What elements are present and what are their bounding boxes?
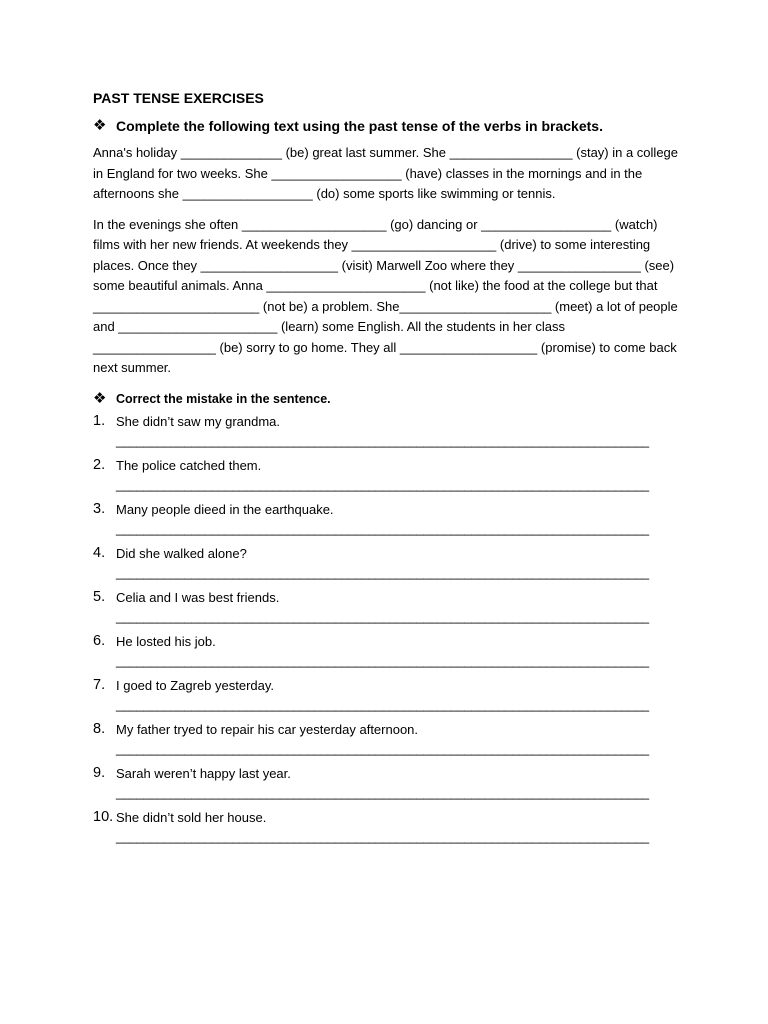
item-sentence: Many people dieed in the earthquake. [116, 501, 334, 517]
item-number: 10. [93, 808, 114, 825]
item-number: 8. [93, 720, 106, 737]
answer-line[interactable]: ______________________________________________________________________________ [116, 740, 649, 756]
section2-instruction-text: Correct the mistake in the sentence. [116, 391, 331, 406]
item-number: 1. [93, 412, 106, 429]
list-item [93, 499, 678, 543]
section1-instruction [93, 116, 678, 136]
answer-line[interactable]: ______________________________________________________________________________ [116, 564, 649, 580]
answer-line[interactable]: ______________________________________________________________________________ [116, 828, 649, 844]
answer-line[interactable]: ______________________________________________________________________________ [116, 520, 649, 536]
item-number: 5. [93, 588, 106, 605]
diamond-bullet-icon: ❖ [93, 389, 107, 407]
item-sentence: The police catched them. [116, 457, 262, 473]
item-sentence: He losted his job. [116, 633, 216, 649]
answer-line[interactable]: ______________________________________________________________________________ [116, 432, 649, 448]
item-number: 3. [93, 500, 106, 517]
list-item [93, 719, 678, 763]
answer-line[interactable]: ______________________________________________________________________________ [116, 652, 649, 668]
item-sentence: I goed to Zagreb yesterday. [116, 677, 275, 693]
worksheet [93, 88, 678, 851]
item-number: 9. [93, 764, 106, 781]
section1-instruction-text: Complete the following text using the past tense of the verbs in brackets. [116, 118, 603, 134]
list-item [93, 455, 678, 499]
item-number: 7. [93, 676, 106, 693]
list-item [93, 807, 678, 851]
exercise-paragraph-1: Anna's holiday ______________ (be) great last summer. She _________________ (stay) in a college in England for two weeks. She __________________ (have) classes in the mornings and in the afternoons she __________________ (do) some sports like swimming or tennis. [93, 145, 679, 201]
answer-line[interactable]: ______________________________________________________________________________ [116, 608, 649, 624]
item-sentence: Sarah weren’t happy last year. [116, 765, 291, 781]
list-item [93, 675, 678, 719]
item-sentence: Did she walked alone? [116, 545, 247, 561]
item-sentence: She didn’t saw my grandma. [116, 413, 281, 429]
item-number: 4. [93, 544, 106, 561]
item-number: 6. [93, 632, 106, 649]
item-sentence: She didn’t sold her house. [116, 809, 267, 825]
item-number: 2. [93, 456, 106, 473]
answer-line[interactable]: ______________________________________________________________________________ [116, 784, 649, 800]
item-sentence: Celia and I was best friends. [116, 589, 280, 605]
exercise-list [93, 411, 678, 851]
item-sentence: My father tryed to repair his car yesterday afternoon. [116, 721, 419, 737]
section2-instruction [93, 389, 678, 409]
list-item [93, 411, 678, 455]
list-item [93, 587, 678, 631]
list-item [93, 763, 678, 807]
answer-line[interactable]: ______________________________________________________________________________ [116, 696, 649, 712]
page-title: PAST TENSE EXERCISES [93, 90, 264, 106]
diamond-bullet-icon: ❖ [93, 117, 107, 134]
list-item [93, 543, 678, 587]
answer-line[interactable]: ______________________________________________________________________________ [116, 476, 649, 492]
exercise-paragraph-2: In the evenings she often ____________________ (go) dancing or __________________ (watch) films with her new friends. At weekends they ____________________ (drive) to some interesting places. Once they ___________________ (visit) Marwell Zoo where they _________________ (see) some beautiful animals. Anna ______________________ (not like) the food at the college but that _______________________ (not be) a problem. She_____________________ (meet) a lot of people and ______________________ (learn) some English. All the students in her class _________________ (be) sorry to go home. They all ___________________ (promise) to come back next summer. [93, 216, 678, 375]
list-item [93, 631, 678, 675]
